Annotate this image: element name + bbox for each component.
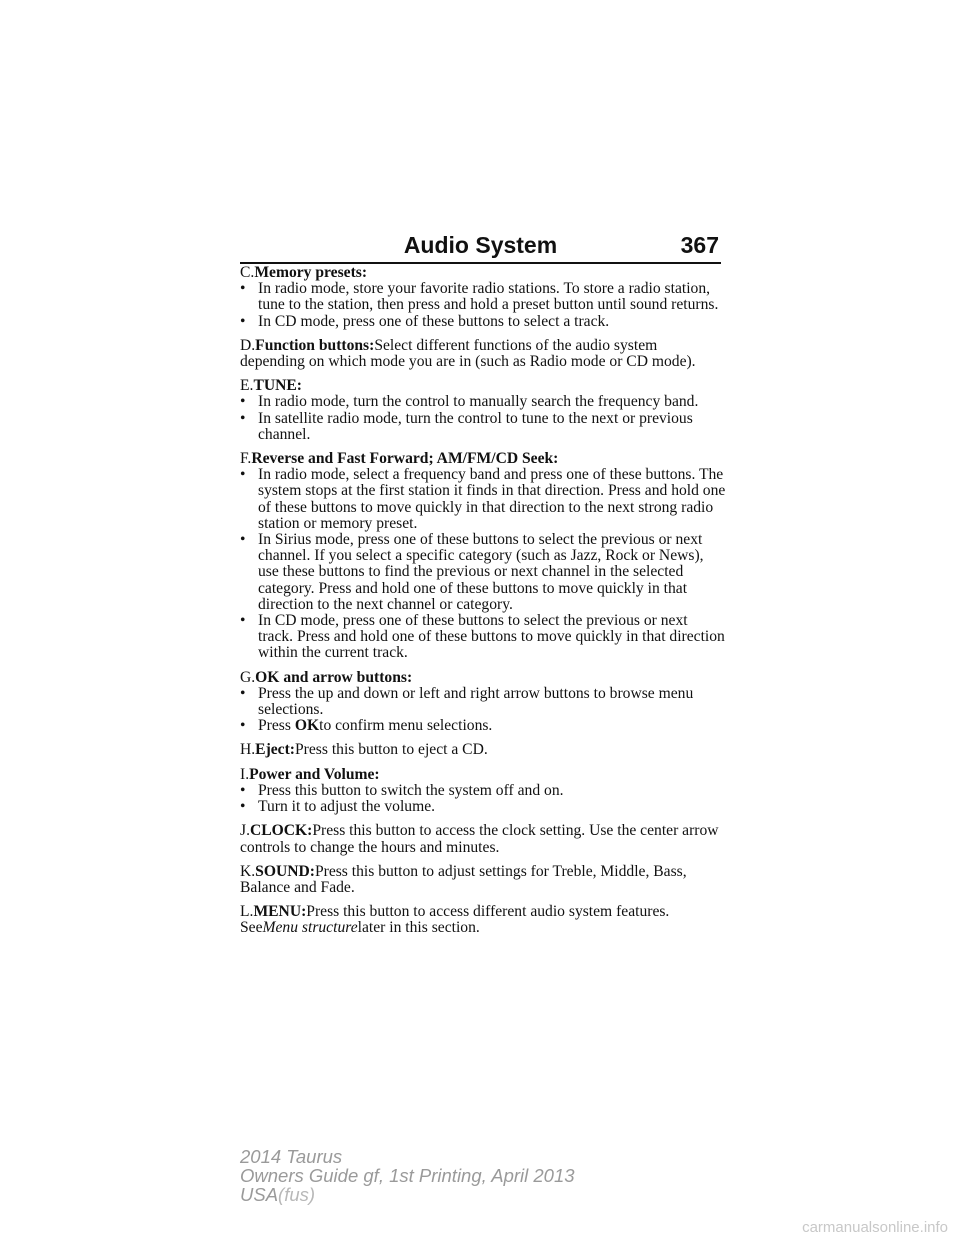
page-header — [240, 232, 721, 266]
section-paragraph: L.MENU:Press this button to access different audio system features. SeeMenu structurelater in this section. — [240, 903, 670, 937]
section-heading: I.Power and Volume: — [240, 765, 380, 783]
section-sound — [240, 864, 726, 896]
bullet-icon: • — [240, 393, 246, 411]
section-heading: F.Reverse and Fast Forward; AM/FM/CD Seek: — [240, 450, 559, 468]
list-item: • In satellite radio mode, turn the control to tune to the next or previous channel. — [240, 409, 693, 443]
section-clock — [240, 823, 726, 855]
list-item: • In radio mode, turn the control to manually search the frequency band. — [240, 393, 699, 411]
section-paragraph: H.Eject:Press this button to eject a CD. — [240, 741, 488, 759]
section-heading: G.OK and arrow buttons: — [240, 668, 413, 686]
section-paragraph: J.CLOCK:Press this button to access the clock setting. Use the center arrow controls to change the hours and minutes. — [240, 822, 719, 856]
page-number: 367 — [680, 232, 719, 258]
footer-region: USA(fus) — [240, 1184, 316, 1205]
section-heading: E.TUNE: — [240, 377, 302, 395]
list-item: • Press OKto confirm menu selections. — [240, 717, 493, 735]
list-item: • In radio mode, store your favorite radio stations. To store a radio station, tune to the station, then press and hold a preset button until sound returns. — [240, 280, 719, 314]
section-power-volume — [240, 767, 726, 816]
bullet-icon: • — [240, 612, 246, 630]
list-item: • Press this button to switch the system off and on. — [240, 781, 564, 799]
list-item: • In Sirius mode, press one of these buttons to select the previous or next channel. If you select a specific category (such as Jazz, Rock or News), use these buttons to find the previous or next channel in the selected category. Press and hold one of these buttons to move quickly in that direction to the next channel or category. — [240, 531, 704, 613]
section-paragraph: K.SOUND:Press this button to adjust settings for Treble, Middle, Bass, Balance and Fade. — [240, 862, 687, 896]
list-item: • Press the up and down or left and right arrow buttons to browse menu selections. — [240, 684, 694, 719]
bullet-icon: • — [240, 717, 246, 735]
section-eject — [240, 742, 726, 758]
section-function-buttons — [240, 338, 726, 370]
list-item: • Turn it to adjust the volume. — [240, 798, 436, 816]
section-tune — [240, 378, 726, 443]
bullet-icon: • — [240, 684, 246, 702]
page-footer — [240, 1147, 575, 1204]
section-menu — [240, 904, 726, 936]
bullet-icon: • — [240, 280, 246, 298]
section-heading: C.Memory presets: — [240, 264, 368, 281]
page-content — [240, 265, 726, 945]
watermark: carmanualsonline.info — [802, 1219, 948, 1236]
section-seek — [240, 451, 726, 662]
bullet-icon: • — [240, 781, 246, 799]
footer-printing: Owners Guide gf, 1st Printing, April 2013 — [240, 1165, 575, 1186]
list-item: • In CD mode, press one of these buttons to select a track. — [240, 312, 610, 330]
bullet-icon: • — [240, 312, 246, 330]
cross-reference: Menu structure — [262, 919, 358, 937]
list-item: • In CD mode, press one of these buttons to select the previous or next track. Press and hold one of these buttons to move quickly in that direction within the current track. — [240, 612, 725, 662]
section-ok-arrow-buttons — [240, 670, 726, 735]
section-memory-presets — [240, 265, 726, 330]
list-item: • In radio mode, select a frequency band and press one of these buttons. The system stops at the first station it finds in that direction. Press and hold one of these buttons to move quickly in that direction to the next strong radio station or memory preset. — [240, 466, 726, 532]
bullet-icon: • — [240, 409, 246, 427]
section-paragraph: D.Function buttons:Select different functions of the audio system depending on which mode you are in (such as Radio mode or CD mode). — [240, 336, 696, 371]
bullet-icon: • — [240, 466, 246, 484]
page-title: Audio System — [403, 232, 558, 258]
bullet-icon: • — [240, 531, 246, 549]
bullet-icon: • — [240, 798, 246, 816]
footer-model: 2014 Taurus — [240, 1146, 343, 1167]
